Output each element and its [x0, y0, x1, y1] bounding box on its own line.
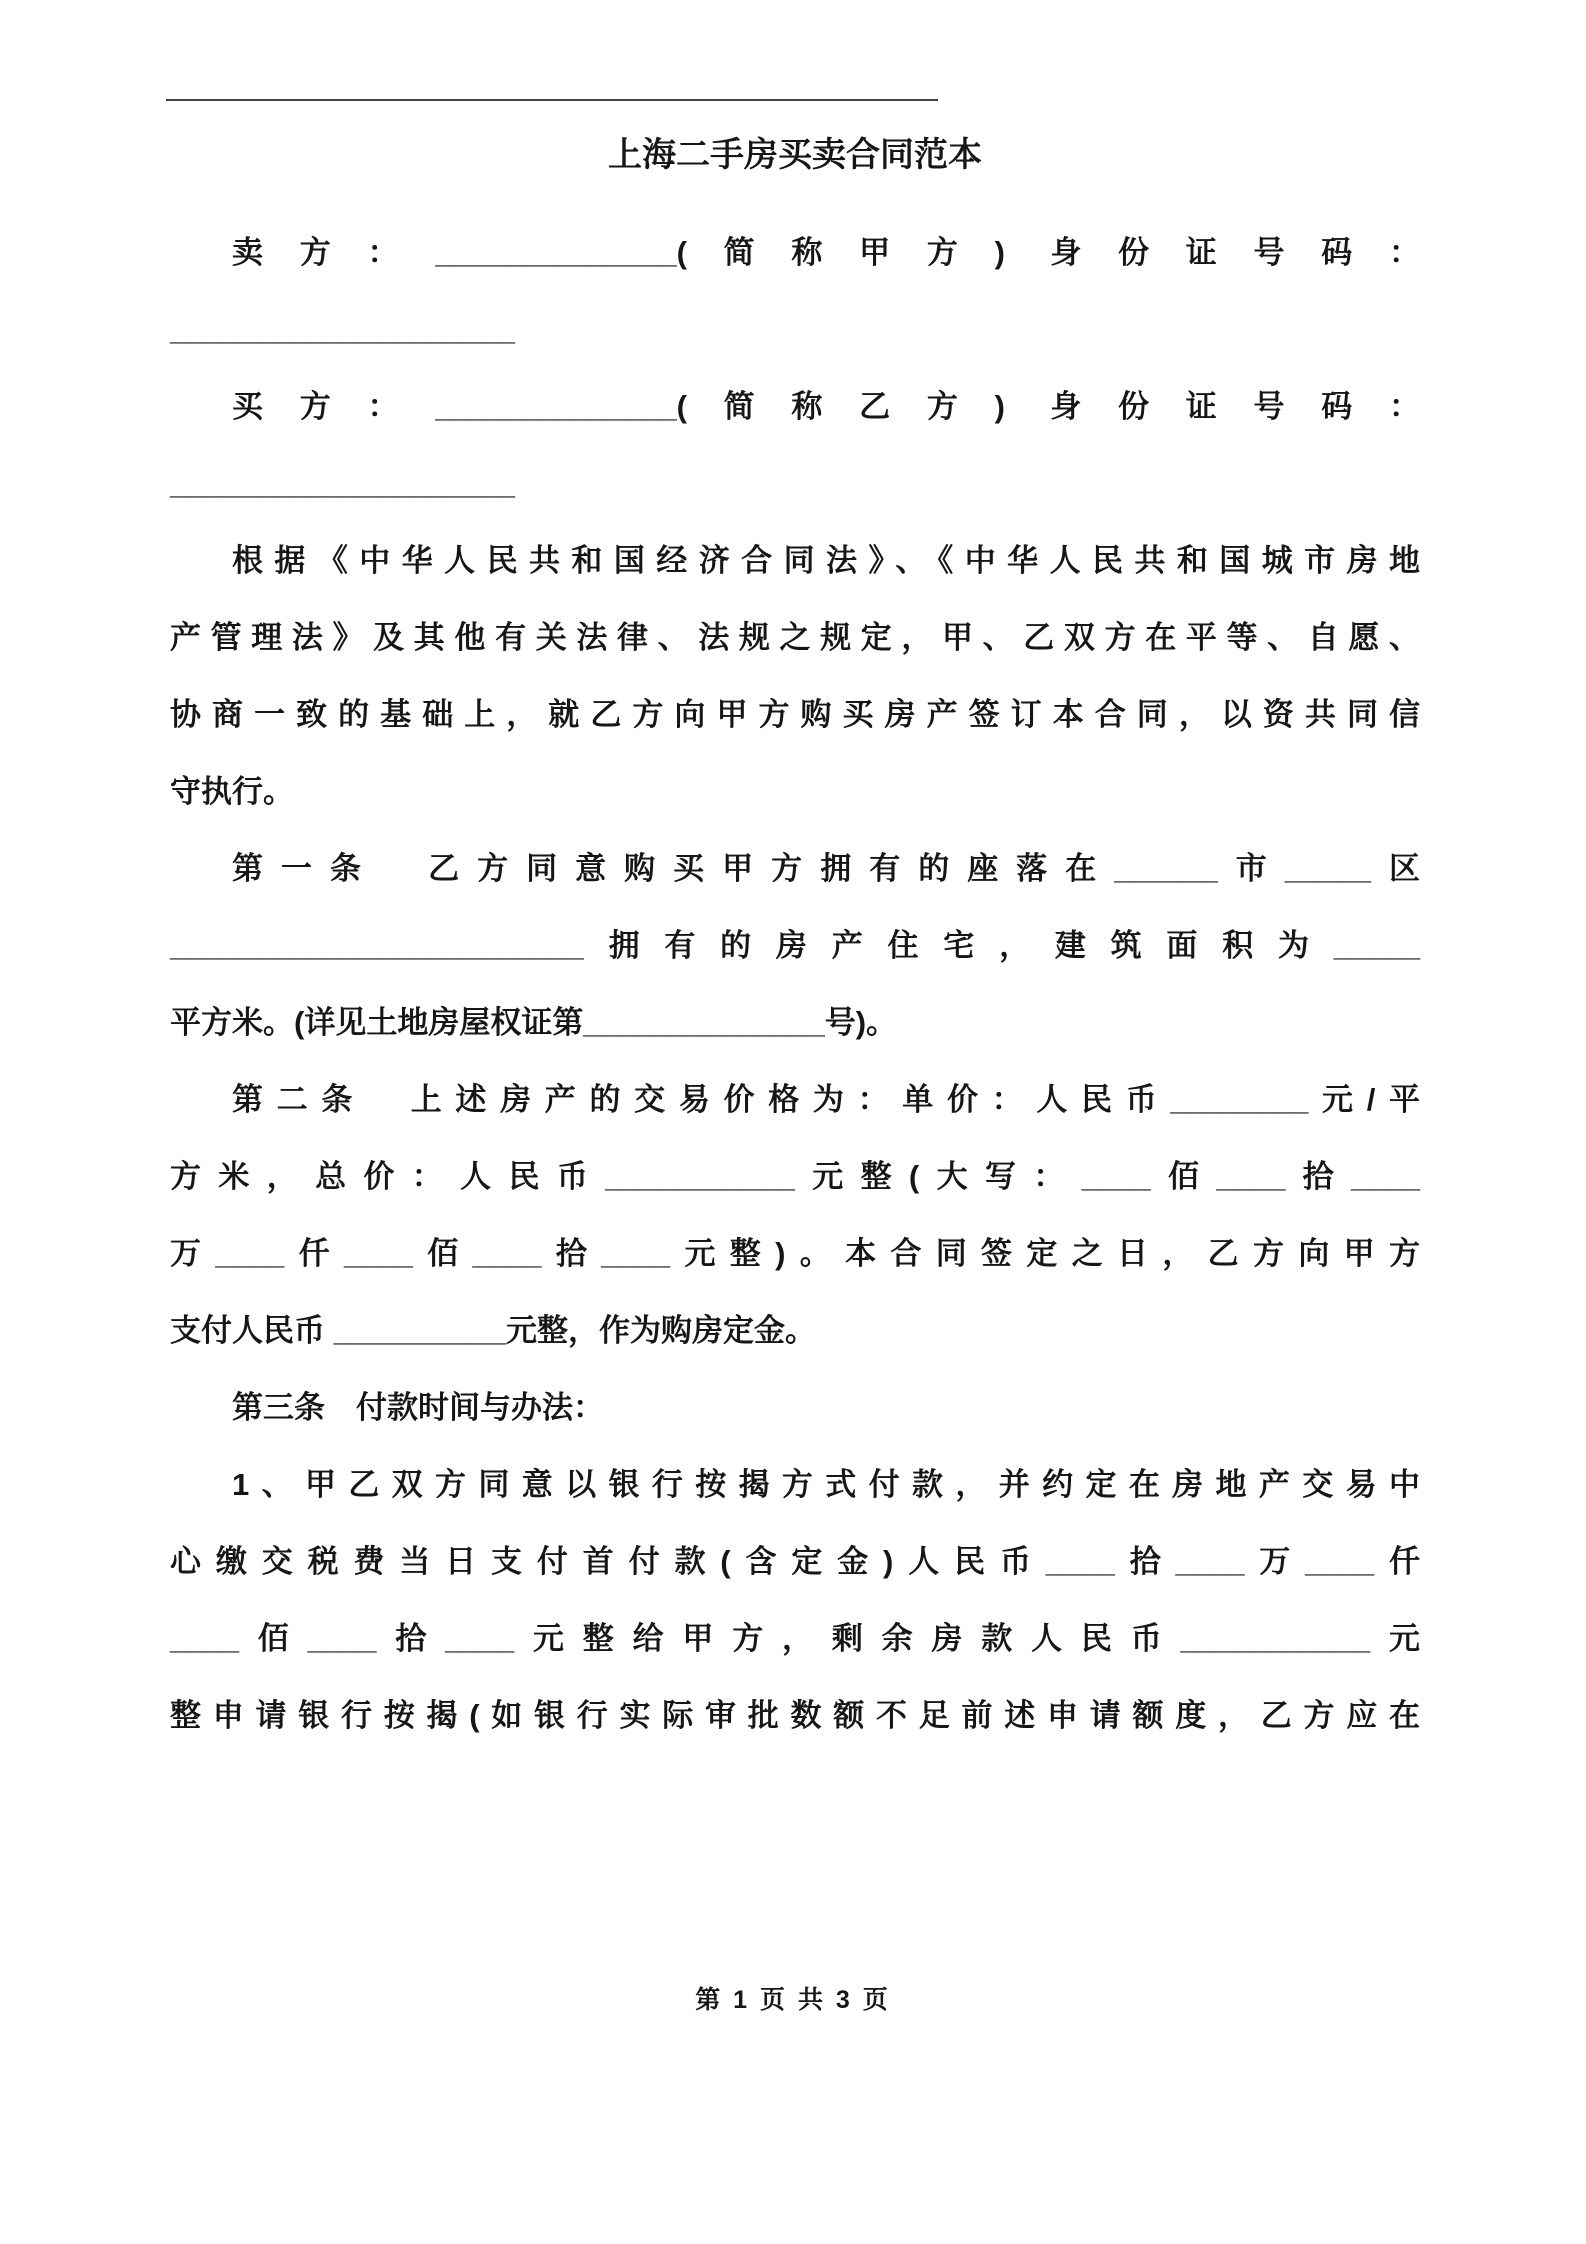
article3-item1-line-4: 整申请银行按揭(如银行实际审批数额不足前述申请额度，乙方应在 [170, 1697, 1420, 1733]
preamble-line-3: 协商一致的基础上，就乙方向甲方购买房产签订本合同，以资共同信 [170, 696, 1420, 732]
article3-heading-line: 第三条 付款时间与办法： [232, 1389, 604, 1425]
seller-line: 卖方：______________(简称甲方) 身份证号码： [232, 234, 1420, 270]
preamble-line-4: 守执行。 [170, 773, 294, 809]
buyer-id-blank-line: ____________________ [170, 465, 515, 501]
article1-line-3: 平方米。(详见土地房屋权证第______________号)。 [170, 1004, 898, 1040]
document-body [170, 214, 1420, 1754]
preamble-line-2: 产管理法》及其他有关法律、法规之规定，甲、乙双方在平等、自愿、 [170, 619, 1420, 655]
seller-id-blank-line: ____________________ [170, 311, 515, 347]
footer-page-number: 第 1 页 共 3 页 [695, 1986, 891, 2014]
article3-item1-line-1: 1、甲乙双方同意以银行按揭方式付款，并约定在房地产交易中 [232, 1466, 1420, 1502]
article2-line-3: 万____仟____佰____拾____元整)。本合同签定之日，乙方向甲方 [170, 1235, 1420, 1271]
article2-line-1: 第二条 上述房产的交易价格为：单价：人民币________元/平 [232, 1081, 1420, 1117]
article2-line-2: 方米，总价：人民币___________元整(大写：____佰____拾____ [170, 1158, 1420, 1194]
article3-item1-line-3: ____佰____拾____元整给甲方，剩余房款人民币___________元 [170, 1620, 1420, 1656]
article1-line-2: ________________________拥有的房产住宅，建筑面积为_____ [170, 927, 1420, 963]
buyer-line: 买方：______________(简称乙方) 身份证号码： [232, 388, 1420, 424]
document-title: 上海二手房买卖合同范本 [608, 136, 982, 174]
article2-line-4: 支付人民币 __________元整，作为购房定金。 [170, 1312, 817, 1348]
header-rule [166, 99, 938, 101]
article3-item1-line-2: 心缴交税费当日支付首付款(含定金)人民币____拾____万____仟 [170, 1543, 1420, 1579]
preamble-line-1: 根据《中华人民共和国经济合同法》、《中华人民共和国城市房地 [232, 542, 1420, 578]
article1-line-1: 第一条 乙方同意购买甲方拥有的座落在______市_____区 [232, 850, 1420, 886]
